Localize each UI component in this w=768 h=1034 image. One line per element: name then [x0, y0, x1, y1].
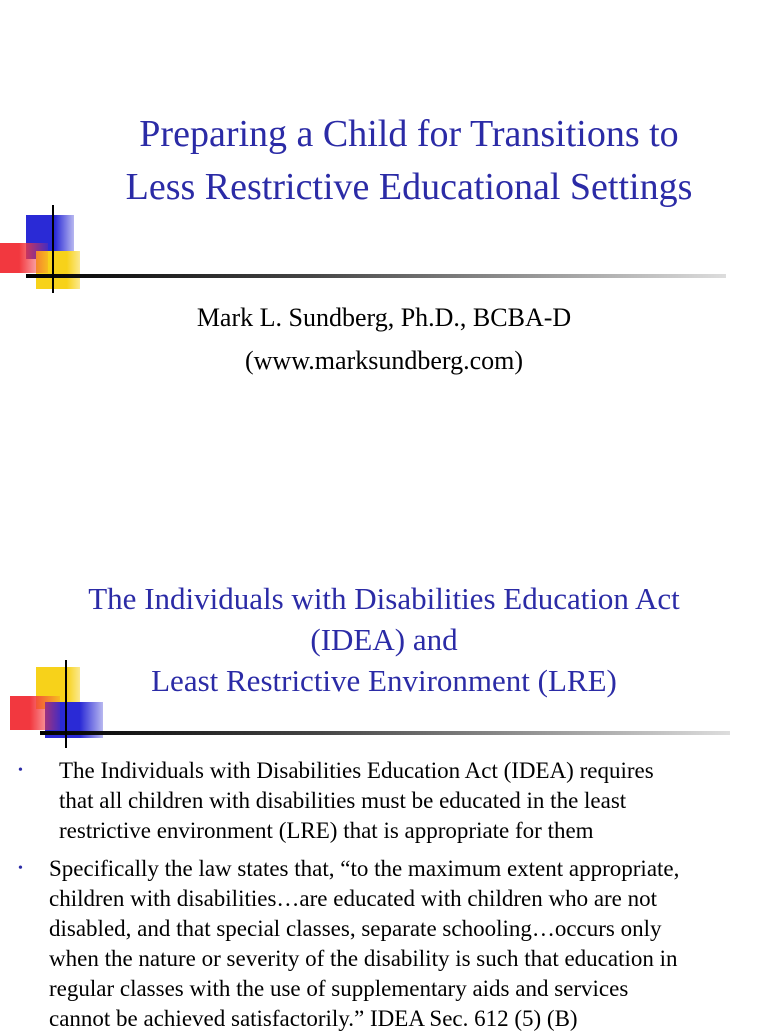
deco-vertical-rule [65, 660, 67, 748]
bullet-1-line-2: that all children with disabilities must be educated in the least [59, 788, 627, 813]
bullet-item-2 [0, 854, 768, 1034]
slide-1-decoration [0, 205, 768, 295]
bullet-marker: • [18, 861, 23, 876]
slide-2-title-line-3: Least Restrictive Environment (LRE) [151, 663, 617, 698]
slide-1-title-line-2: Less Restrictive Educational Settings [125, 166, 693, 208]
deco-horizontal-rule [26, 274, 726, 278]
bullet-2-line-4: when the nature or severity of the disability is such that education in [49, 946, 678, 971]
slide-1-title-line-1: Preparing a Child for Transitions to [139, 113, 679, 155]
author-block [0, 296, 768, 382]
deco-red-square [0, 243, 48, 273]
slide-2-title-line-1: The Individuals with Disabilities Education Act [88, 581, 680, 616]
bullet-1-line-1: The Individuals with Disabilities Education Act (IDEA) requires [59, 758, 654, 783]
slide-1-title [0, 108, 768, 214]
bullet-list [0, 756, 768, 1034]
deco-vertical-rule [52, 205, 54, 293]
bullet-marker: • [18, 763, 23, 778]
slide-2-title-line-2: (IDEA) and [310, 622, 458, 657]
bullet-2-line-6: cannot be achieved satisfactorily.” IDEA Sec. 612 (5) (B) [49, 1006, 578, 1031]
bullet-1-line-3: restrictive environment (LRE) that is appropriate for them [59, 818, 594, 843]
slide-2-decoration [0, 660, 768, 750]
bullet-2-line-2: children with disabilities…are educated with children who are not [49, 886, 658, 911]
bullet-2-line-1: Specifically the law states that, “to the maximum extent appropriate, [49, 856, 680, 881]
author-website: (www.marksundberg.com) [245, 346, 523, 375]
bullet-item-1 [0, 756, 768, 846]
deco-horizontal-rule [40, 731, 730, 735]
slide-2 [0, 560, 768, 1031]
deco-red-square [10, 696, 60, 730]
bullet-2-line-3: disabled, and that special classes, separate schooling…occurs only [49, 916, 662, 941]
bullet-2-line-5: regular classes with the use of supplementary aids and services [49, 976, 629, 1001]
author-name: Mark L. Sundberg, Ph.D., BCBA-D [196, 303, 572, 332]
